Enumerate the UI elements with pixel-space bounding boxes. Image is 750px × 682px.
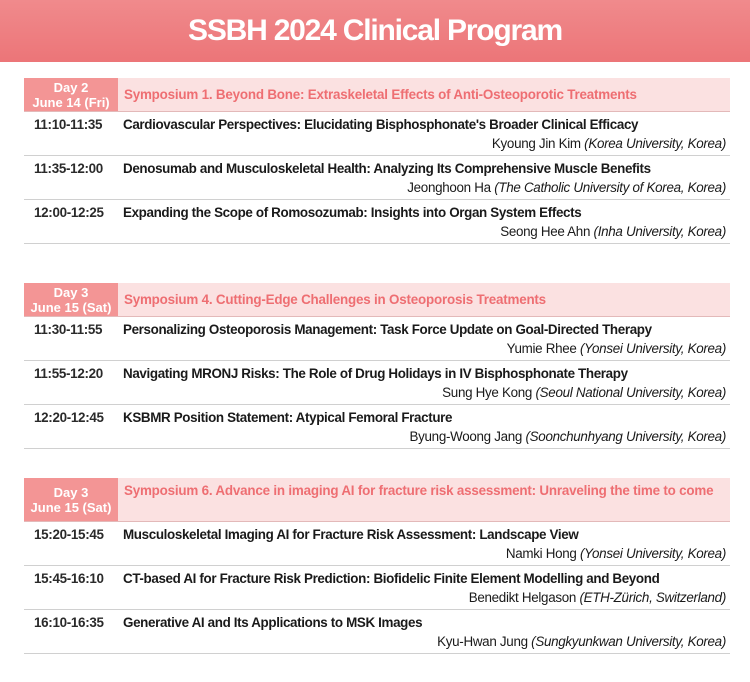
speaker-affiliation: (Seoul National University, Korea)	[535, 385, 726, 400]
talk-time: 12:00-12:25	[34, 205, 104, 220]
talk-speaker-line	[507, 341, 726, 356]
talk-title: Generative AI and Its Applications to MSK Images	[123, 615, 423, 630]
talk-time: 11:35-12:00	[34, 161, 103, 176]
symposium-title: Symposium 6. Advance in imaging AI for fracture risk assessment: Unraveling the time to come	[118, 478, 730, 521]
talk-row	[24, 522, 730, 566]
date-label: June 15 (Sat)	[30, 499, 112, 515]
speaker-name: Sung Hye Kong	[442, 385, 533, 400]
talk-row	[24, 200, 730, 244]
day-label: Day 3	[53, 284, 89, 300]
talk-speaker-line	[407, 180, 726, 195]
header-banner	[0, 0, 750, 62]
talk-title: Musculoskeletal Imaging AI for Fracture Risk Assessment: Landscape View	[123, 527, 579, 542]
section-header	[24, 78, 730, 112]
talk-speaker-line	[442, 385, 726, 400]
talk-speaker-line	[506, 546, 726, 561]
speaker-affiliation: (The Catholic University of Korea, Korea)	[494, 180, 726, 195]
day-label: Day 2	[53, 79, 89, 95]
page-title: SSBH 2024 Clinical Program	[188, 14, 562, 47]
talk-row	[24, 317, 730, 361]
talk-row	[24, 405, 730, 449]
talk-title: KSBMR Position Statement: Atypical Femoral Fracture	[123, 410, 453, 425]
talk-row	[24, 566, 730, 610]
symposium-title: Symposium 1. Beyond Bone: Extraskeletal Effects of Anti-Osteoporotic Treatments	[118, 78, 730, 111]
speaker-name: Kyu-Hwan Jung	[437, 634, 528, 649]
talk-title: Cardiovascular Perspectives: Elucidating Bisphosphonate's Broader Clinical Efficacy	[123, 117, 639, 132]
speaker-affiliation: (Sungkyunkwan University, Korea)	[531, 634, 726, 649]
talk-row	[24, 156, 730, 200]
day-label: Day 3	[53, 484, 89, 500]
talk-row	[24, 361, 730, 405]
speaker-name: Yumie Rhee	[506, 341, 577, 356]
talk-speaker-line	[492, 136, 726, 151]
talk-title: Navigating MRONJ Risks: The Role of Drug Holidays in IV Bisphosphonate Therapy	[123, 366, 628, 381]
talk-speaker-line	[500, 224, 726, 239]
talk-time: 16:10-16:35	[34, 615, 104, 630]
speaker-affiliation: (Korea University, Korea)	[584, 136, 726, 151]
program-section-day3-a	[24, 283, 730, 449]
talk-speaker-line	[469, 590, 726, 605]
speaker-affiliation: (Soonchunhyang University, Korea)	[525, 429, 726, 444]
speaker-affiliation: (Yonsei University, Korea)	[579, 546, 726, 561]
date-label: June 14 (Fri)	[32, 94, 110, 110]
speaker-name: Jeonghoon Ha	[407, 180, 491, 195]
talk-time: 15:20-15:45	[34, 527, 104, 542]
talk-title: CT-based AI for Fracture Risk Prediction: Biofidelic Finite Element Modelling and Beyond	[123, 571, 660, 586]
talk-title: Expanding the Scope of Romosozumab: Insights into Organ System Effects	[123, 205, 582, 220]
day-badge	[24, 78, 118, 111]
talk-time: 12:20-12:45	[34, 410, 104, 425]
speaker-affiliation: (Inha University, Korea)	[593, 224, 726, 239]
talk-time: 11:30-11:55	[34, 322, 103, 337]
talk-time: 15:45-16:10	[34, 571, 104, 586]
talk-speaker-line	[410, 429, 727, 444]
date-label: June 15 (Sat)	[30, 299, 112, 315]
talk-row	[24, 112, 730, 156]
program-section-day3-b	[24, 478, 730, 654]
day-badge	[24, 478, 118, 521]
talk-time: 11:55-12:20	[34, 366, 103, 381]
speaker-name: Benedikt Helgason	[468, 590, 577, 605]
section-header	[24, 478, 730, 522]
speaker-affiliation: (Yonsei University, Korea)	[579, 341, 726, 356]
program-section-day2	[24, 78, 730, 244]
talk-speaker-line	[437, 634, 726, 649]
speaker-name: Seong Hee Ahn	[500, 224, 591, 239]
speaker-name: Byung-Woong Jang	[409, 429, 523, 444]
speaker-affiliation: (ETH-Zürich, Switzerland)	[579, 590, 726, 605]
talk-row	[24, 610, 730, 654]
day-badge	[24, 283, 118, 316]
talk-time: 11:10-11:35	[34, 117, 103, 132]
speaker-name: Kyoung Jin Kim	[491, 136, 581, 151]
speaker-name: Namki Hong	[505, 546, 577, 561]
talk-title: Personalizing Osteoporosis Management: Task Force Update on Goal-Directed Therapy	[123, 322, 652, 337]
talk-title: Denosumab and Musculoskeletal Health: Analyzing Its Comprehensive Muscle Benefits	[123, 161, 651, 176]
section-header	[24, 283, 730, 317]
symposium-title: Symposium 4. Cutting-Edge Challenges in Osteoporosis Treatments	[118, 283, 730, 316]
